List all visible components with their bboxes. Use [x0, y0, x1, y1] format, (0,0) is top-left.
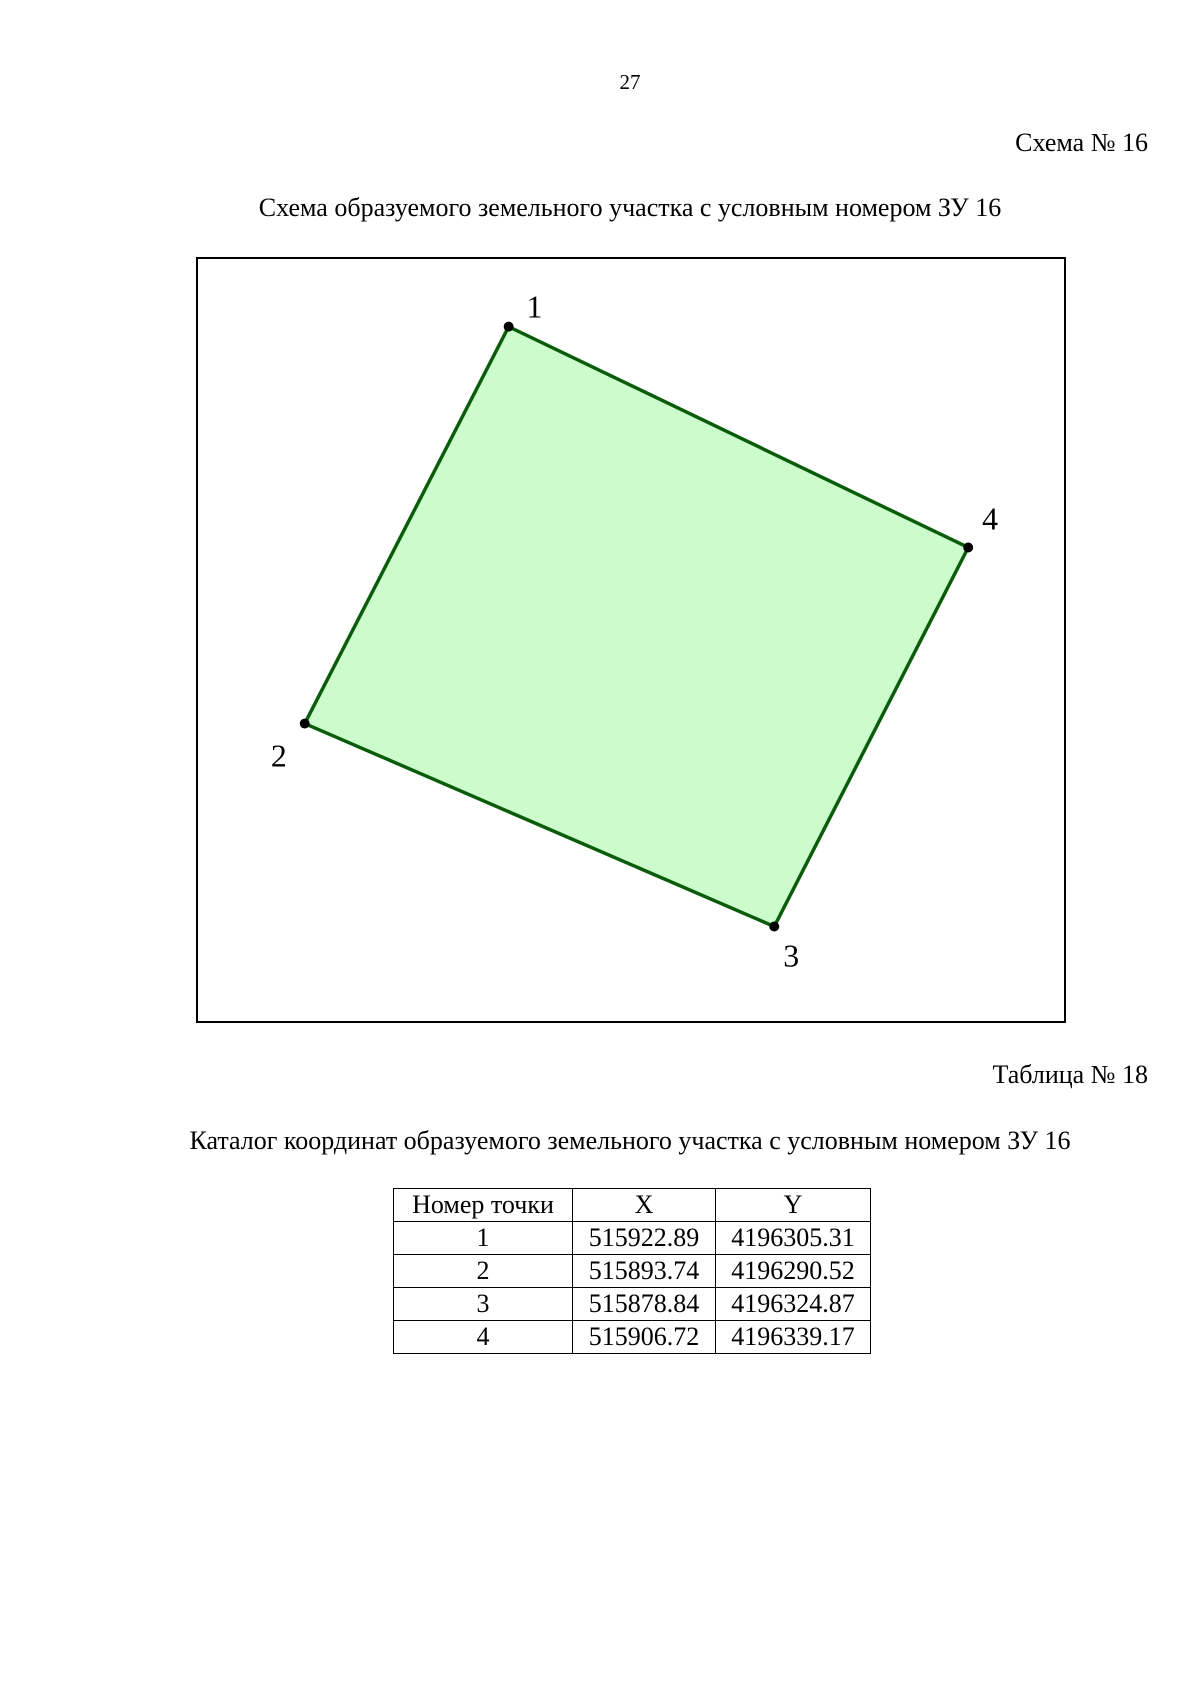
page-number: 27 — [619, 70, 641, 94]
x-cell: 515893.74 — [573, 1255, 716, 1288]
scheme-frame — [196, 257, 1066, 1023]
table-row — [394, 1222, 871, 1255]
table-title: Каталог координат образуемого земельного участка с условным номером ЗУ 16 — [189, 1126, 1071, 1155]
vertex-label-2: 2 — [270, 738, 287, 774]
vertex-point-2 — [300, 719, 310, 729]
table-header-row — [394, 1189, 871, 1222]
point-number-cell: 2 — [394, 1255, 573, 1288]
vertex-label-3: 3 — [783, 938, 800, 974]
y-cell: 4196290.52 — [716, 1255, 871, 1288]
table-row — [394, 1255, 871, 1288]
point-number-cell: 1 — [394, 1222, 573, 1255]
x-cell: 515906.72 — [573, 1321, 716, 1354]
vertex-point-1 — [504, 322, 514, 332]
scheme-title: Схема образуемого земельного участка с условным номером ЗУ 16 — [258, 193, 1002, 222]
table-row — [394, 1321, 871, 1354]
vertex-point-4 — [963, 543, 973, 553]
vertex-label-4: 4 — [982, 501, 999, 537]
point-number-cell: 4 — [394, 1321, 573, 1354]
x-cell: 515878.84 — [573, 1288, 716, 1321]
header-point-number: Номер точки — [394, 1189, 573, 1222]
header-y: Y — [716, 1189, 871, 1222]
land-plot-polygon — [305, 327, 969, 927]
coordinates-table — [393, 1188, 871, 1354]
y-cell: 4196324.87 — [716, 1288, 871, 1321]
scheme-label: Схема № 16 — [1015, 128, 1148, 157]
x-cell: 515922.89 — [573, 1222, 716, 1255]
vertex-point-3 — [769, 922, 779, 932]
table-row — [394, 1288, 871, 1321]
table-label: Таблица № 18 — [992, 1060, 1148, 1089]
vertex-label-1: 1 — [526, 289, 543, 325]
y-cell: 4196339.17 — [716, 1321, 871, 1354]
point-number-cell: 3 — [394, 1288, 573, 1321]
land-plot-diagram — [198, 259, 1064, 1021]
y-cell: 4196305.31 — [716, 1222, 871, 1255]
header-x: X — [573, 1189, 716, 1222]
